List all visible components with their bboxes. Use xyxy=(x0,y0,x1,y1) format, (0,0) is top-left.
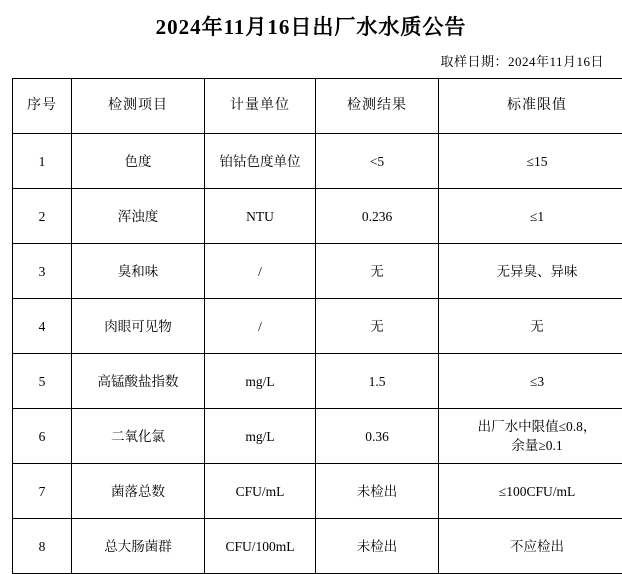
water-quality-table xyxy=(12,78,622,574)
table-row xyxy=(13,134,622,189)
column-header-item: 检测项目 xyxy=(72,79,205,134)
cell-unit: CFU/mL xyxy=(205,464,316,519)
cell-limit: 无异臭、异味 xyxy=(439,244,622,299)
page-title: 2024年11月16日出厂水水质公告 xyxy=(12,0,610,51)
cell-result: 无 xyxy=(316,244,439,299)
column-header-limit: 标准限值 xyxy=(439,79,622,134)
cell-unit: 铂钴色度单位 xyxy=(205,134,316,189)
cell-no: 4 xyxy=(13,299,72,354)
cell-no: 1 xyxy=(13,134,72,189)
cell-limit-line2: 余量≥0.1 xyxy=(441,436,622,456)
cell-no: 7 xyxy=(13,464,72,519)
cell-limit: ≤100CFU/mL xyxy=(439,464,622,519)
cell-no: 6 xyxy=(13,409,72,464)
table-row xyxy=(13,189,622,244)
cell-result: <5 xyxy=(316,134,439,189)
cell-no: 8 xyxy=(13,519,72,574)
column-header-unit: 计量单位 xyxy=(205,79,316,134)
cell-limit: ≤3 xyxy=(439,354,622,409)
cell-item: 高锰酸盐指数 xyxy=(72,354,205,409)
cell-limit: ≤15 xyxy=(439,134,622,189)
cell-item: 总大肠菌群 xyxy=(72,519,205,574)
cell-unit: NTU xyxy=(205,189,316,244)
cell-limit-line1: 出厂水中限值≤0.8， xyxy=(441,417,622,437)
cell-no: 2 xyxy=(13,189,72,244)
cell-item: 臭和味 xyxy=(72,244,205,299)
cell-item: 二氧化氯 xyxy=(72,409,205,464)
cell-item: 浑浊度 xyxy=(72,189,205,244)
table-row xyxy=(13,464,622,519)
cell-limit xyxy=(439,409,622,464)
cell-unit: mg/L xyxy=(205,354,316,409)
table-header xyxy=(13,79,622,134)
table-header-row xyxy=(13,79,622,134)
column-header-result: 检测结果 xyxy=(316,79,439,134)
cell-result: 未检出 xyxy=(316,464,439,519)
cell-item: 色度 xyxy=(72,134,205,189)
cell-limit: 无 xyxy=(439,299,622,354)
table-row xyxy=(13,409,622,464)
sample-date: 取样日期：2024年11月16日 xyxy=(12,51,610,78)
cell-unit: / xyxy=(205,299,316,354)
cell-result: 0.236 xyxy=(316,189,439,244)
cell-result: 1.5 xyxy=(316,354,439,409)
cell-item: 肉眼可见物 xyxy=(72,299,205,354)
cell-limit: 不应检出 xyxy=(439,519,622,574)
cell-limit: ≤1 xyxy=(439,189,622,244)
cell-result: 0.36 xyxy=(316,409,439,464)
cell-item: 菌落总数 xyxy=(72,464,205,519)
cell-result: 未检出 xyxy=(316,519,439,574)
column-header-no: 序号 xyxy=(13,79,72,134)
table-row xyxy=(13,519,622,574)
cell-no: 5 xyxy=(13,354,72,409)
cell-unit: CFU/100mL xyxy=(205,519,316,574)
cell-result: 无 xyxy=(316,299,439,354)
table-body xyxy=(13,134,622,574)
cell-unit: / xyxy=(205,244,316,299)
cell-unit: mg/L xyxy=(205,409,316,464)
cell-no: 3 xyxy=(13,244,72,299)
table-row xyxy=(13,299,622,354)
table-row xyxy=(13,354,622,409)
table-row xyxy=(13,244,622,299)
